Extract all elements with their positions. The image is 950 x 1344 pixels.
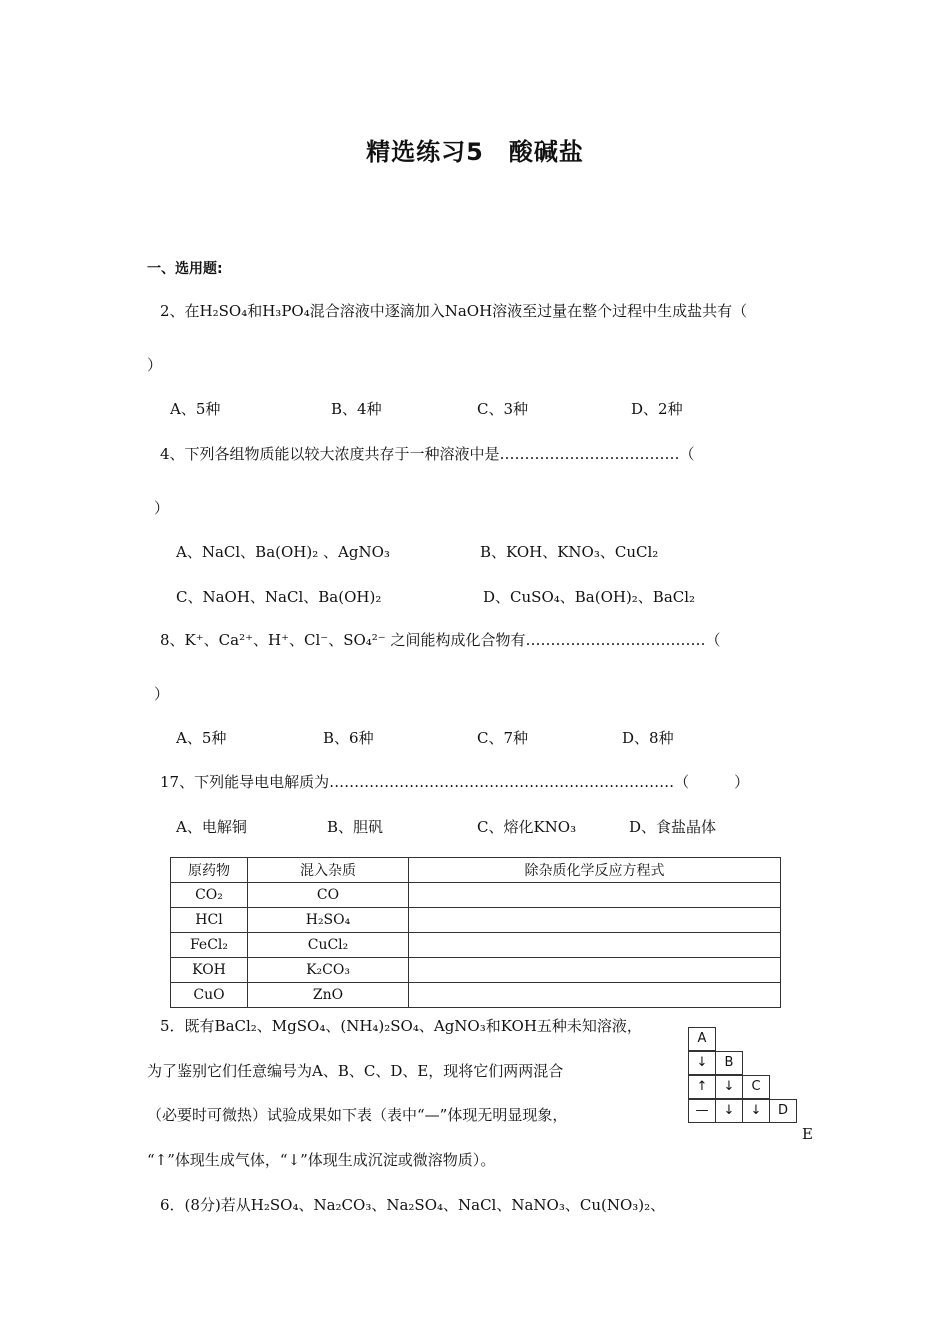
table-cell: CuCl₂ [248, 933, 409, 958]
table-cell: CuO [171, 983, 248, 1008]
q8-stem: 8、K⁺、Ca²⁺、H⁺、Cl⁻、SO₄²⁻ 之间能构成化合物有………………………………（ [160, 631, 721, 649]
table-header-row [171, 858, 781, 883]
q5-line-3: （必要时可微热）试验成果如下表（表中“—”体现无明显现象， [147, 1106, 568, 1124]
q17-option-c: C、熔化KNO₃ [477, 818, 577, 836]
table-cell: HCl [171, 908, 248, 933]
q2-stem: 2、在H₂SO₄和H₃PO₄混合溶液中逐滴加入NaOH溶液至过量在整个过程中生成盐共有（ [160, 302, 748, 320]
grid-cell-d: D [769, 1099, 797, 1123]
table-cell: CO₂ [171, 883, 248, 908]
q4-option-a: A、NaCl、Ba(OH)₂ 、AgNO₃ [176, 543, 390, 561]
grid-cell-dc: ↓ [742, 1099, 770, 1123]
grid-cell-ca: ↑ [688, 1075, 716, 1099]
grid-cell-b: B [715, 1051, 743, 1075]
purification-table [170, 857, 781, 1008]
table-cell: ZnO [248, 983, 409, 1008]
q8-option-d: D、8种 [622, 729, 674, 747]
q2-paren: ） [147, 356, 163, 374]
q8-option-b: B、6种 [323, 729, 374, 747]
grid-cell-ba: ↓ [688, 1051, 716, 1075]
table-row [171, 958, 781, 983]
q17-stem: 17、下列能导电电解质为……………………………………………………………（ ） [160, 773, 750, 791]
page-title: 精选练习5 酸碱盐 [366, 138, 584, 166]
grid-cell-c: C [742, 1075, 770, 1099]
q8-option-a: A、5种 [176, 729, 227, 747]
grid-cell-db: ↓ [715, 1099, 743, 1123]
q2-option-d: D、2种 [631, 400, 683, 418]
q4-option-d: D、CuSO₄、Ba(OH)₂、BaCl₂ [483, 588, 696, 606]
q4-paren: ） [154, 499, 170, 517]
table-cell-blank [409, 958, 781, 983]
grid-cell-cb: ↓ [715, 1075, 743, 1099]
table-cell-blank [409, 908, 781, 933]
q5-line-2: 为了鉴别它们任意编号为A、B、C、D、E，现将它们两两混合 [147, 1062, 564, 1080]
q8-option-c: C、7种 [477, 729, 529, 747]
q6-stem: 6．(8分)若从H₂SO₄、Na₂CO₃、Na₂SO₄、NaCl、NaNO₃、Cu(NO₃)₂、 [160, 1196, 666, 1214]
q17-option-b: B、胆矾 [327, 818, 384, 836]
q2-option-b: B、4种 [331, 400, 382, 418]
table-header-cell: 混入杂质 [248, 858, 409, 883]
table-row [171, 983, 781, 1008]
q4-stem: 4、下列各组物质能以较大浓度共存于一种溶液中是………………………………（ [160, 445, 695, 463]
q17-option-d: D、食盐晶体 [629, 818, 717, 836]
table-row [171, 883, 781, 908]
grid-label-e: E [802, 1125, 813, 1143]
q5-line-1: 5．既有BaCl₂、MgSO₄、(NH₄)₂SO₄、AgNO₃和KOH五种未知溶液， [160, 1017, 642, 1035]
table-cell-blank [409, 983, 781, 1008]
section-heading: 一、选用题: [147, 261, 223, 277]
q4-option-c: C、NaOH、NaCl、Ba(OH)₂ [176, 588, 382, 606]
q2-option-a: A、5种 [170, 400, 221, 418]
q2-option-c: C、3种 [477, 400, 529, 418]
table-row [171, 933, 781, 958]
grid-cell-a: A [688, 1027, 716, 1051]
grid-cell-da: — [688, 1099, 716, 1123]
table-row [171, 908, 781, 933]
q5-line-4: “↑”体现生成气体，“↓”体现生成沉淀或微溶物质）。 [147, 1151, 496, 1169]
q8-paren: ） [154, 685, 170, 703]
table-cell: H₂SO₄ [248, 908, 409, 933]
table-cell: K₂CO₃ [248, 958, 409, 983]
table-cell-blank [409, 883, 781, 908]
table-cell: FeCl₂ [171, 933, 248, 958]
table-cell: CO [248, 883, 409, 908]
q17-option-a: A、电解铜 [176, 818, 247, 836]
table-header-cell: 原药物 [171, 858, 248, 883]
table-cell: KOH [171, 958, 248, 983]
q4-option-b: B、KOH、KNO₃、CuCl₂ [480, 543, 659, 561]
table-cell-blank [409, 933, 781, 958]
table-header-cell: 除杂质化学反应方程式 [409, 858, 781, 883]
